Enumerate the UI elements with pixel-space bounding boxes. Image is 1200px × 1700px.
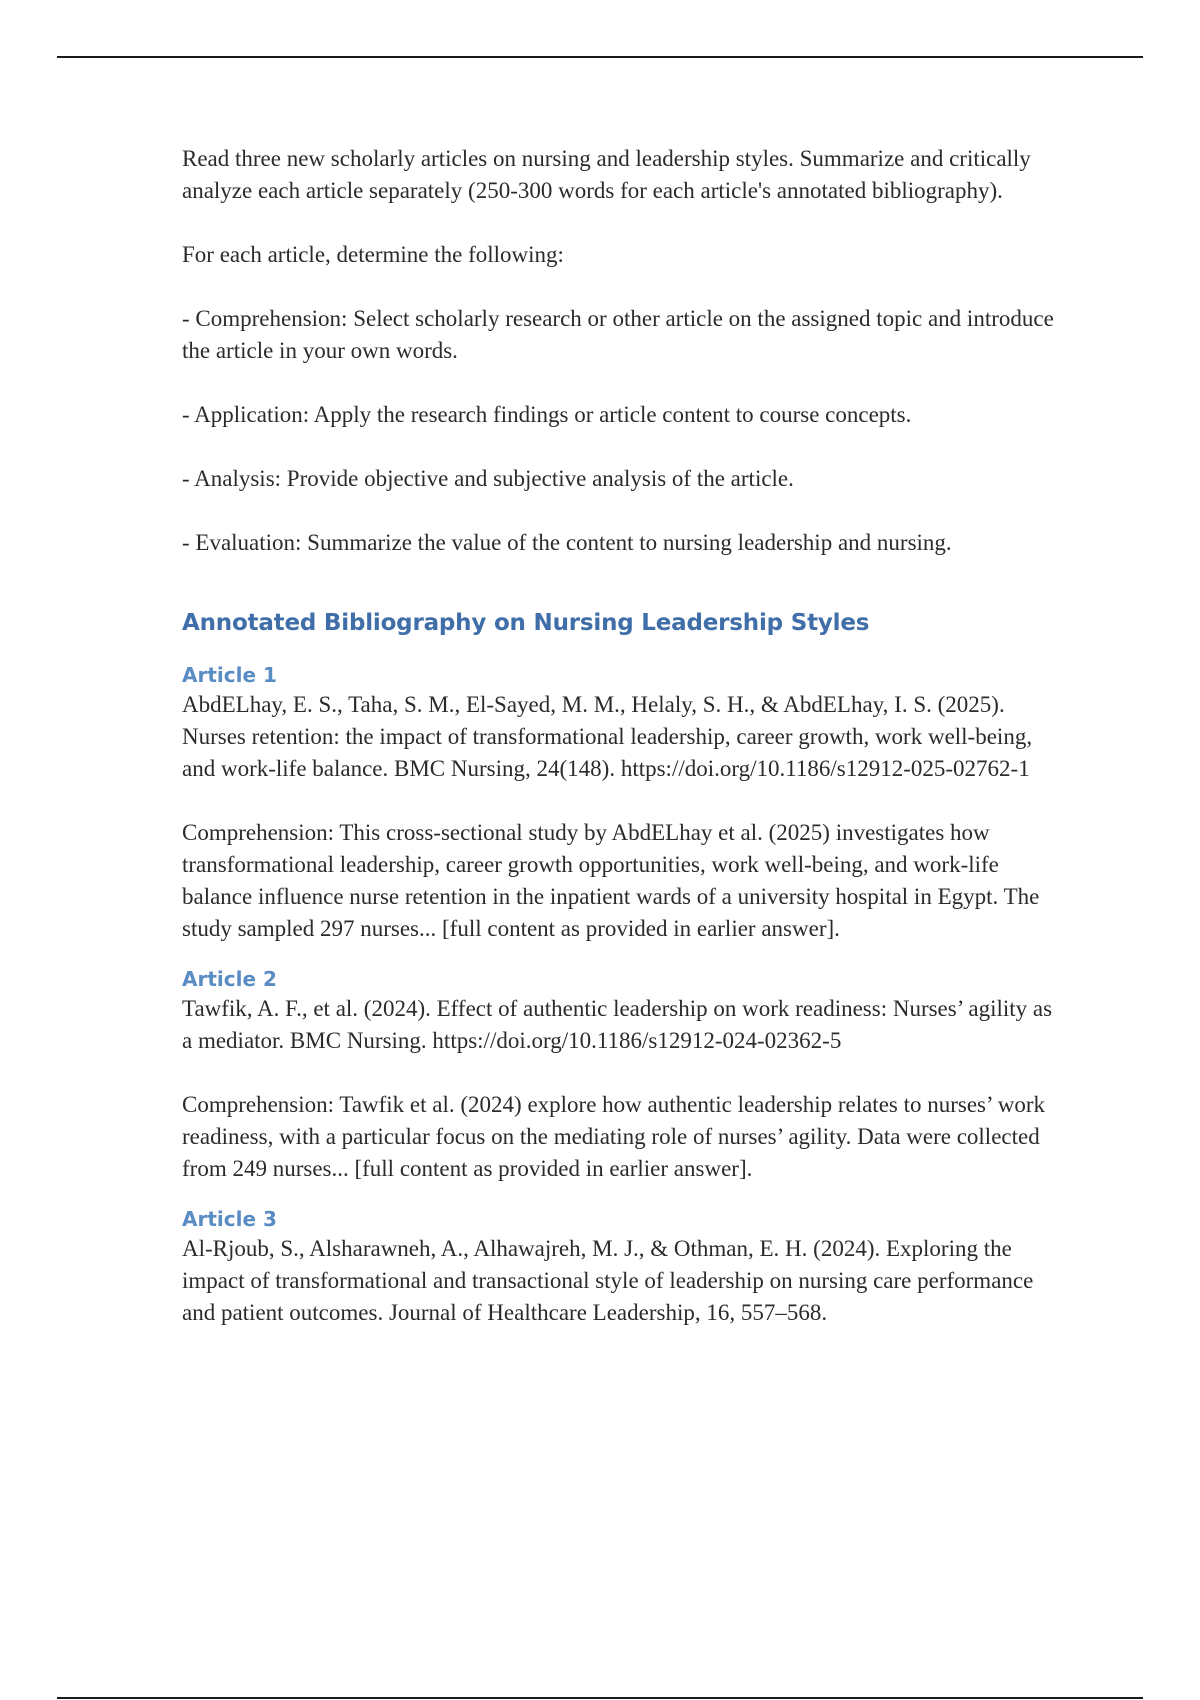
bibliography-title: Annotated Bibliography on Nursing Leadership Styles	[182, 610, 870, 636]
article-3-citation: Al-Rjoub, S., Alsharawneh, A., Alhawajreh, M. J., & Othman, E. H. (2024). Exploring the impact of transformational and transactional style of leadership on nursing care performance and patient outcomes. Journal of Healthcare Leadership, 16, 557–568.	[182, 1236, 1034, 1325]
criterion-application: - Application: Apply the research findings or article content to course concepts.	[182, 402, 912, 427]
footer-rule	[57, 1697, 1143, 1699]
article-3-heading: Article 3	[182, 1207, 277, 1231]
document-body	[182, 143, 1062, 1329]
instructions-intro: Read three new scholarly articles on nursing and leadership styles. Summarize and critically analyze each article separately (250-300 words for each article's annotated bibliography).	[182, 146, 1031, 203]
article-1-heading: Article 1	[182, 663, 277, 687]
article-2-heading: Article 2	[182, 967, 277, 991]
header-rule	[57, 56, 1143, 58]
instructions-lead-in: For each article, determine the following:	[182, 242, 564, 267]
criterion-analysis: - Analysis: Provide objective and subjective analysis of the article.	[182, 466, 794, 491]
article-2-citation: Tawfik, A. F., et al. (2024). Effect of authentic leadership on work readiness: Nurses’ agility as a mediator. BMC Nursing. https://doi.org/10.1186/s12912-024-02362-5	[182, 996, 1053, 1053]
criterion-evaluation: - Evaluation: Summarize the value of the content to nursing leadership and nursing.	[182, 530, 952, 555]
article-1-citation: AbdELhay, E. S., Taha, S. M., El-Sayed, M. M., Helaly, S. H., & AbdELhay, I. S. (2025). Nurses retention: the impact of transformational leadership, career growth, work well-being, and work-life balance. BMC Nursing, 24(148). https://doi.org/10.1186/s12912-025-02762-1	[182, 692, 1033, 781]
criterion-comprehension: - Comprehension: Select scholarly research or other article on the assigned topic and introduce the article in your own words.	[182, 306, 1054, 363]
article-1-comprehension: Comprehension: This cross-sectional study by AbdELhay et al. (2025) investigates how transformational leadership, career growth opportunities, work well-being, and work-life balance influence nurse retention in the inpatient wards of a university hospital in Egypt. The study sampled 297 nurses... [full content as provided in earlier answer].	[182, 820, 1040, 941]
article-2-comprehension: Comprehension: Tawfik et al. (2024) explore how authentic leadership relates to nurses’ work readiness, with a particular focus on the mediating role of nurses’ agility. Data were collected from 249 nurses... [full content as provided in earlier answer].	[182, 1092, 1045, 1181]
